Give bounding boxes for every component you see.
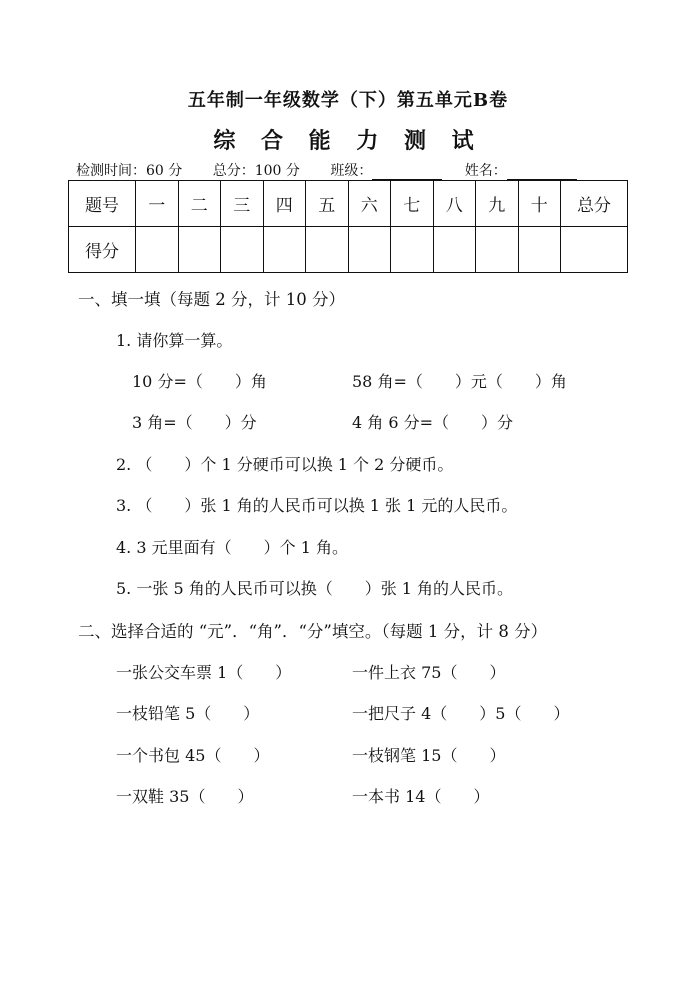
choice-item: 一枝钢笔 15（ ） [352,746,506,765]
choice-item: 一个书包 45（ ） [116,746,270,765]
question-4: 4. 3 元里面有（ ）个 1 角。 [116,538,348,557]
name-blank[interactable] [507,165,577,180]
info-row [76,160,595,180]
choice-item: 一双鞋 35（ ） [116,787,254,806]
question-1b: 58 角=（ ）元（ ）角 [352,372,567,391]
total-score-cell[interactable] [561,227,628,273]
choice-item: 一把尺子 4（ ）5（ ） [352,704,570,723]
column-header: 三 [221,181,264,227]
score-cell[interactable] [348,227,391,273]
column-header: 六 [348,181,391,227]
time-label: 检测时间：60 分 [76,163,183,179]
score-cell[interactable] [263,227,306,273]
score-cell[interactable] [518,227,561,273]
score-cell[interactable] [391,227,434,273]
score-cell[interactable] [221,227,264,273]
section2-heading: 二、选择合适的 “元”．“角”．“分”填空。（每题 1 分，计 8 分） [78,622,548,641]
choice-item: 一枝铅笔 5（ ） [116,704,260,723]
column-header: 九 [476,181,519,227]
question-number-label: 题号 [69,181,136,227]
total-header: 总分 [561,181,628,227]
question-1a: 10 分=（ ）角 [132,372,267,391]
column-header: 二 [178,181,221,227]
class-label: 班级： [330,163,373,179]
score-table-header-row [69,181,628,227]
choice-item: 一张公交车票 1（ ） [116,663,292,682]
score-table [68,180,628,273]
class-blank[interactable] [372,165,442,180]
column-header: 一 [136,181,179,227]
column-header: 十 [518,181,561,227]
column-header: 八 [433,181,476,227]
total-label: 总分：100 分 [212,163,300,179]
column-header: 四 [263,181,306,227]
test-title: 综 合 能 力 测 试 [213,128,483,154]
question-1c: 3 角=（ ）分 [132,413,257,432]
column-header: 七 [391,181,434,227]
score-cell[interactable] [433,227,476,273]
score-cell[interactable] [306,227,349,273]
name-label: 姓名： [464,163,507,179]
score-table-score-row [69,227,628,273]
section1-heading: 一、填一填（每题 2 分，计 10 分） [78,290,345,309]
question-2: 2. （ ）个 1 分硬币可以换 1 个 2 分硬币。 [116,455,454,474]
score-label: 得分 [69,227,136,273]
column-header: 五 [306,181,349,227]
page-title: 五年制一年级数学（下）第五单元B卷 [187,90,509,111]
question-1d: 4 角 6 分=（ ）分 [352,413,514,432]
question-3: 3. （ ）张 1 角的人民币可以换 1 张 1 元的人民币。 [116,496,518,515]
question-1-intro: 1. 请你算一算。 [116,331,233,350]
score-cell[interactable] [476,227,519,273]
choice-item: 一件上衣 75（ ） [352,663,506,682]
score-cell[interactable] [178,227,221,273]
question-5: 5. 一张 5 角的人民币可以换（ ）张 1 角的人民币。 [116,579,514,598]
score-cell[interactable] [136,227,179,273]
choice-item: 一本书 14（ ） [352,787,490,806]
